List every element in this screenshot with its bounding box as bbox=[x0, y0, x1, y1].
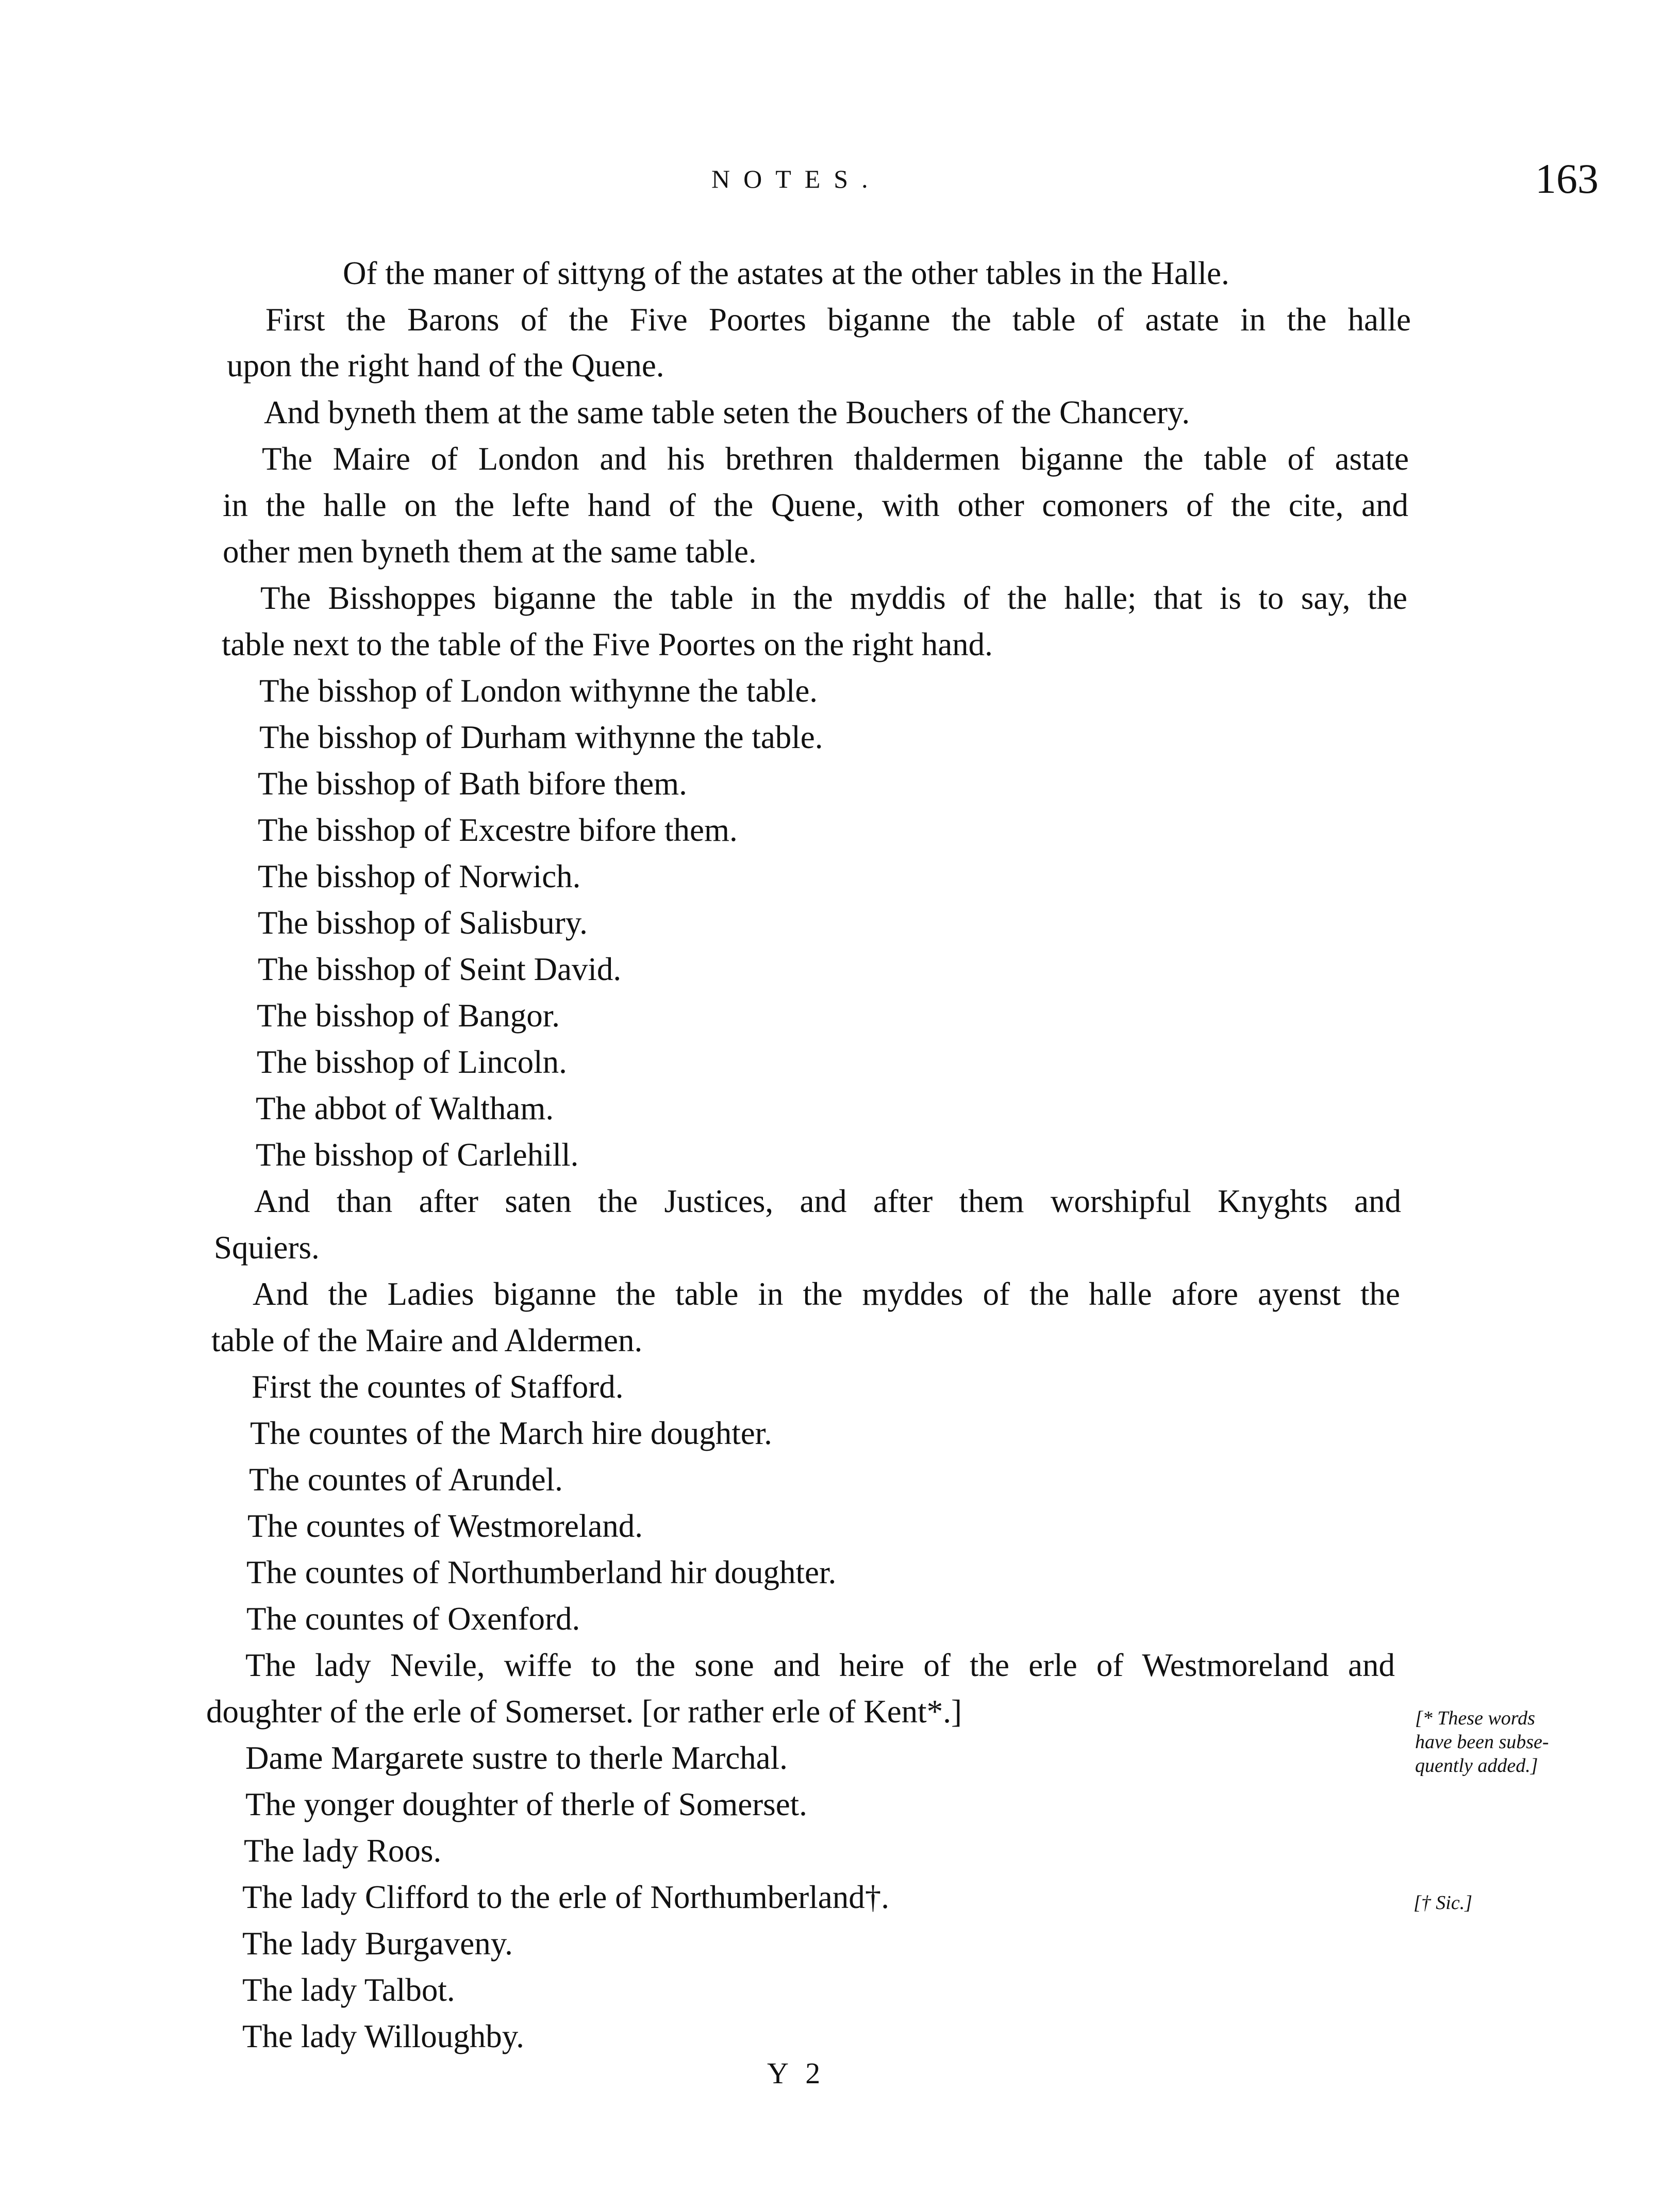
text-line: The countes of Oxenford. bbox=[246, 1601, 580, 1637]
running-head: NOTES. bbox=[711, 164, 881, 193]
text-line: other men byneth them at the same table. bbox=[223, 534, 757, 570]
text-line: The bisshop of Carlehill. bbox=[256, 1137, 579, 1173]
side-note-added-words bbox=[1415, 1706, 1549, 1778]
text-line: The bisshop of Norwich. bbox=[258, 858, 581, 894]
page-number: 163 bbox=[1535, 155, 1599, 202]
text-line: And the Ladies biganne the table in the myddes of the halle afore ayenst the bbox=[253, 1276, 1400, 1312]
text-line: Squiers. bbox=[214, 1230, 320, 1266]
text-line: The bisshop of Salisbury. bbox=[258, 905, 588, 941]
text-line: First the countes of Stafford. bbox=[252, 1369, 624, 1405]
text-line: And than after saten the Justices, and after them worshipful Knyghts and bbox=[254, 1183, 1401, 1219]
text-line: Dame Margarete sustre to therle Marchal. bbox=[245, 1740, 788, 1776]
text-line: The Bisshoppes biganne the table in the myddis of the halle; that is to say, the bbox=[260, 580, 1407, 616]
text-line: The bisshop of London withynne the table. bbox=[259, 673, 818, 709]
text-line: The bisshop of Bangor. bbox=[257, 998, 560, 1034]
text-line: The bisshop of Bath bifore them. bbox=[258, 766, 687, 802]
text-line: table next to the table of the Five Poortes on the right hand. bbox=[222, 626, 993, 662]
signature-mark: Y 2 bbox=[767, 2056, 826, 2090]
text-line: The bisshop of Excestre bifore them. bbox=[258, 812, 738, 848]
side-note-sic: [† Sic.] bbox=[1413, 1892, 1472, 1914]
text-line: The lady Willoughby. bbox=[242, 2018, 524, 2054]
text-line: And byneth them at the same table seten the Bouchers of the Chancery. bbox=[264, 394, 1190, 430]
text-line: The lady Roos. bbox=[244, 1833, 442, 1869]
text-line: The bisshop of Durham withynne the table. bbox=[259, 719, 823, 755]
text-line: The bisshop of Seint David. bbox=[258, 951, 622, 987]
text-line: in the halle on the lefte hand of the Quene, with other comoners of the cite, and bbox=[223, 487, 1408, 523]
text-line: First the Barons of the Five Poortes biganne the table of astate in the halle bbox=[265, 302, 1411, 338]
side-note-line: have been subse- bbox=[1415, 1731, 1549, 1753]
text-line: The countes of Westmoreland. bbox=[247, 1508, 643, 1544]
text-line: The lady Talbot. bbox=[242, 1972, 455, 2008]
text-line: The countes of the March hire doughter. bbox=[250, 1415, 772, 1451]
text-line: The abbot of Waltham. bbox=[256, 1090, 554, 1126]
side-note-line: [* These words bbox=[1415, 1707, 1535, 1729]
text-line: upon the right hand of the Quene. bbox=[227, 347, 664, 384]
text-line: The lady Clifford to the erle of Northumberland†. bbox=[242, 1879, 889, 1915]
text-line: The bisshop of Lincoln. bbox=[257, 1044, 567, 1080]
text-line: The lady Nevile, wiffe to the sone and heire of the erle of Westmoreland and bbox=[245, 1647, 1395, 1683]
text-line: table of the Maire and Aldermen. bbox=[211, 1322, 643, 1358]
text-line: The yonger doughter of therle of Somerset. bbox=[245, 1786, 807, 1822]
text-line: doughter of the erle of Somerset. [or rather erle of Kent*.] bbox=[206, 1694, 962, 1730]
text-line: The countes of Arundel. bbox=[249, 1462, 563, 1498]
section-heading: Of the maner of sittyng of the astates at the other tables in the Halle. bbox=[343, 255, 1229, 291]
text-line: The countes of Northumberland hir doughter. bbox=[246, 1554, 837, 1590]
side-note-line: quently added.] bbox=[1415, 1755, 1538, 1777]
text-line: The Maire of London and his brethren thaldermen biganne the table of astate bbox=[262, 441, 1409, 477]
text-line: The lady Burgaveny. bbox=[242, 1926, 513, 1962]
